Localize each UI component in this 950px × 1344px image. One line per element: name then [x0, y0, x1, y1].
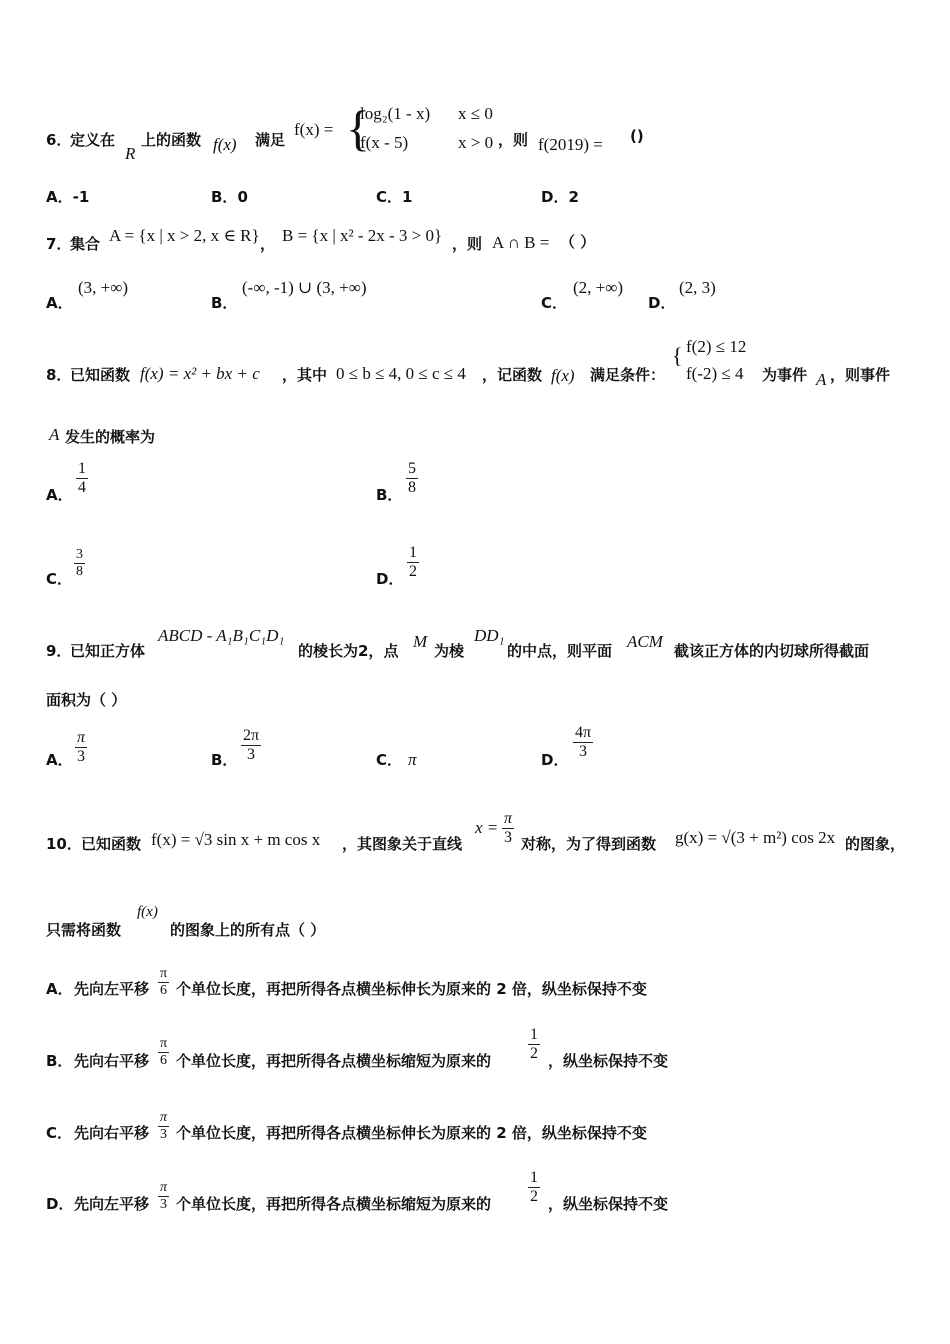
q9-text-2: 的棱长为2，点 [298, 642, 399, 660]
q6-option-b: B．0 [211, 188, 248, 206]
q10-option-c-fraction: $\frac{\pi}{3}$ [160, 1110, 168, 1142]
q8-option-b-fraction: $\frac{5}{8}$ [408, 460, 416, 496]
q6-fx: f(x) [213, 135, 237, 154]
q9-cube: ABCD - A₁B₁C₁D₁ [158, 626, 285, 645]
q7-option-a-label: A． [46, 294, 73, 312]
q7-comma: ， [260, 235, 276, 253]
q8-option-a-label: A． [46, 486, 73, 504]
q8-text-3: ，记函数 [482, 366, 543, 384]
q8-range: 0 ≤ b ≤ 4, 0 ≤ c ≤ 4 [336, 364, 466, 383]
q9-text-5: 截该正方体的内切球所得截面 [674, 642, 870, 660]
q10-text-1: 已知函数 [81, 835, 142, 853]
q9-option-b-fraction: $\frac{2\pi}{3}$ [243, 727, 260, 763]
q10-option-c-post: 个单位长度，再把所得各点横坐标伸长为原来的 2 倍，纵坐标保持不变 [176, 1124, 647, 1142]
q10-option-b-post-2: ，纵坐标保持不变 [548, 1052, 669, 1070]
q8-line2-text: 发生的概率为 [65, 428, 156, 446]
q10-text-4: 的图象， [845, 835, 906, 853]
q6-text-1: 定义在 [70, 131, 116, 149]
q10-function-g: g(x) = √(3 + m²) cos 2x [675, 828, 836, 847]
q6-case-2: f(x - 5) [360, 133, 409, 152]
q9-plane: ACM [627, 632, 663, 651]
q6-cond-2: x > 0 [458, 133, 494, 152]
q10-option-b-pre: 先向右平移 [74, 1052, 150, 1070]
q8-cond-2: f(-2) ≤ 4 [686, 364, 744, 383]
q9-option-d-label: D． [541, 751, 569, 769]
q6-set-r: R [125, 144, 136, 163]
q10-option-a-post: 个单位长度，再把所得各点横坐标伸长为原来的 2 倍，纵坐标保持不变 [176, 980, 647, 998]
q8-function: f(x) = x² + bx + c [140, 364, 260, 383]
q6-answer-paren: () [630, 127, 644, 145]
q10-option-d-fraction-2: $\frac{1}{2}$ [530, 1169, 538, 1205]
q10-option-b-label: B． [46, 1052, 73, 1070]
q10-line-fraction: $\frac{\pi}{3}$ [504, 810, 513, 846]
q10-option-a-label: A． [46, 980, 73, 998]
q8-option-a-fraction: $\frac{1}{4}$ [78, 460, 86, 496]
q8-option-d-fraction: $\frac{1}{2}$ [409, 544, 417, 580]
q6-piecewise-lhs: f(x) = [294, 120, 334, 139]
q6-option-d: D．2 [541, 188, 579, 206]
q8-fx: f(x) [551, 366, 575, 385]
q6-number: 6． [46, 131, 72, 149]
q8-text-4: 满足条件： [590, 366, 666, 384]
q9-text-1: 已知正方体 [70, 642, 146, 660]
q7-text-1: 集合 [70, 235, 101, 253]
q10-option-c-label: C． [46, 1124, 73, 1142]
q6-text-3: 满足 [255, 131, 286, 149]
q9-option-a-fraction: $\frac{\pi}{3}$ [77, 729, 86, 765]
q9-edge: DD₁ [474, 626, 505, 645]
q9-option-c-value: π [408, 750, 417, 769]
q6-cond-1: x ≤ 0 [458, 104, 493, 123]
q9-option-b-label: B． [211, 751, 238, 769]
q7-option-a-value: (3, +∞) [78, 278, 129, 297]
q8-cond-1: f(2) ≤ 12 [686, 337, 747, 356]
q10-option-b-fraction: $\frac{\pi}{6}$ [160, 1036, 168, 1068]
q10-option-b-fraction-2: $\frac{1}{2}$ [530, 1026, 538, 1062]
q7-option-d-value: (2, 3) [679, 278, 716, 297]
q8-option-d-label: D． [376, 570, 404, 588]
q10-option-d-fraction: $\frac{\pi}{3}$ [160, 1180, 168, 1212]
q10-option-d-label: D． [46, 1195, 74, 1213]
q6-case-1: log₂(1 - x) [360, 104, 431, 123]
q8-text-1: 已知函数 [70, 366, 131, 384]
q10-option-d-post: 个单位长度，再把所得各点横坐标缩短为原来的 [176, 1195, 492, 1213]
q7-number: 7． [46, 235, 72, 253]
q10-line2-fx: f(x) [137, 904, 158, 920]
q6-option-a: A．-1 [46, 188, 90, 206]
q10-option-c-pre: 先向右平移 [74, 1124, 150, 1142]
q9-option-a-label: A． [46, 751, 73, 769]
q8-option-c-fraction: $\frac{3}{8}$ [76, 547, 83, 579]
q10-option-d-pre: 先向左平移 [74, 1195, 150, 1213]
q10-text-3: 对称，为了得到函数 [521, 835, 657, 853]
q6-text-4: ，则 [498, 131, 529, 149]
q6-text-2: 上的函数 [141, 131, 202, 149]
q8-line2-event: A [49, 425, 60, 444]
q7-set-a: A = {x | x > 2, x ∈ R} [109, 226, 260, 245]
q10-line2-b: 的图象上的所有点（ ） [170, 921, 326, 939]
q9-line2: 面积为（ ） [46, 691, 127, 709]
q7-set-b: B = {x | x² - 2x - 3 > 0} [282, 226, 443, 245]
q7-option-c-value: (2, +∞) [573, 278, 624, 297]
q7-answer-paren: （ ） [560, 233, 596, 251]
q9-text-3: 为棱 [434, 642, 465, 660]
q9-number: 9． [46, 642, 72, 660]
q8-text-5: 为事件 [762, 366, 808, 384]
q8-option-c-label: C． [46, 570, 73, 588]
q7-option-d-label: D． [648, 294, 676, 312]
q6-ask: f(2019) = [538, 135, 603, 154]
q9-text-4: 的中点，则平面 [507, 642, 613, 660]
q10-option-a-pre: 先向左平移 [74, 980, 150, 998]
q9-point: M [413, 632, 428, 651]
q8-number: 8． [46, 366, 72, 384]
q10-option-d-post-2: ，纵坐标保持不变 [548, 1195, 669, 1213]
q8-text-6: ，则事件 [830, 366, 891, 384]
q10-line2-a: 只需将函数 [46, 921, 122, 939]
q10-line-lhs: x = [475, 818, 499, 837]
q6-brace: { [346, 100, 370, 156]
q8-option-b-label: B． [376, 486, 403, 504]
q7-option-b-label: B． [211, 294, 238, 312]
q7-option-b-value: (-∞, -1) ∪ (3, +∞) [242, 278, 367, 297]
q9-option-c-label: C． [376, 751, 403, 769]
q7-text-2: ，则 [452, 235, 483, 253]
q10-text-2: ，其图象关于直线 [342, 835, 463, 853]
q10-option-a-fraction: $\frac{\pi}{6}$ [160, 966, 168, 998]
q9-option-d-fraction: $\frac{4\pi}{3}$ [575, 724, 592, 760]
q7-ask: A ∩ B = [492, 233, 550, 252]
q6-option-c: C．1 [376, 188, 413, 206]
q10-option-b-post: 个单位长度，再把所得各点横坐标缩短为原来的 [176, 1052, 492, 1070]
q10-number: 10． [46, 835, 82, 853]
q10-function-f: f(x) = √3 sin x + m cos x [151, 830, 321, 849]
q8-text-2: ，其中 [282, 366, 328, 384]
q7-option-c-label: C． [541, 294, 568, 312]
q8-brace: { [672, 343, 683, 368]
q8-event: A [816, 370, 827, 389]
